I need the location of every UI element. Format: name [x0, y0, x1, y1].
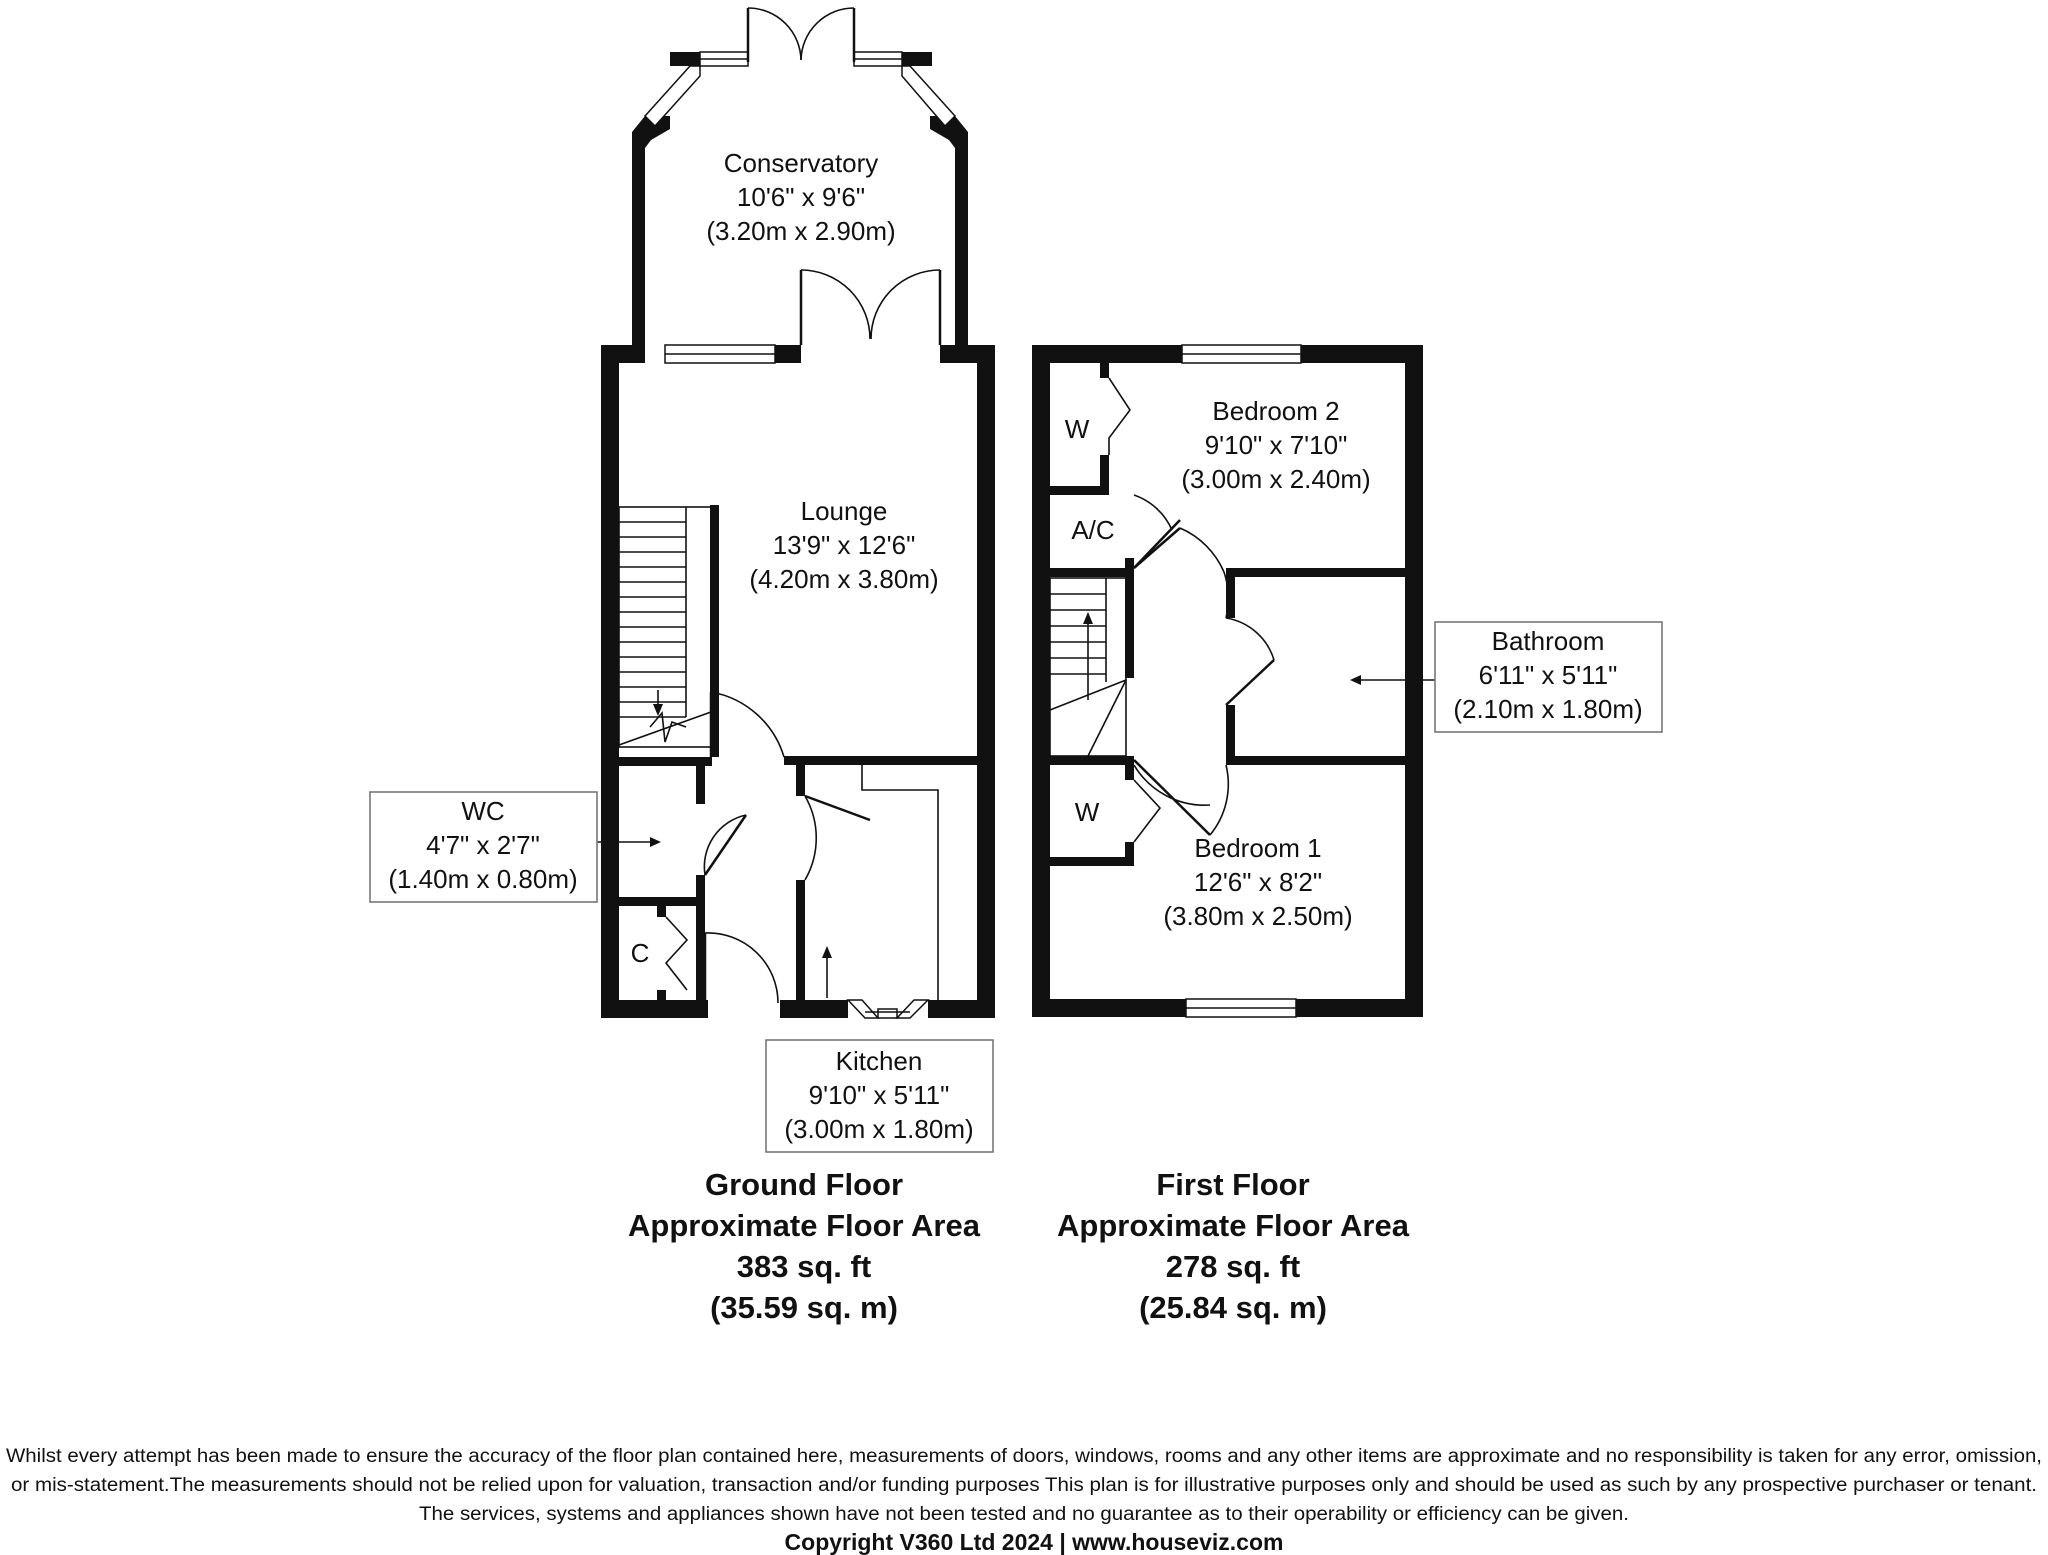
bedroom-1-imperial: 12'6" x 8'2": [1193, 867, 1323, 897]
ground-floor-area-sqft: 383 sq. ft: [736, 1249, 872, 1284]
lounge-imperial: 13'9" x 12'6": [772, 530, 916, 560]
wc-imperial: 4'7" x 2'7": [426, 830, 540, 860]
ground-floor-caption: Approximate Floor Area: [628, 1208, 980, 1243]
wc-metric: (1.40m x 0.80m): [388, 864, 578, 894]
conservatory-imperial: 10'6" x 9'6": [736, 182, 866, 212]
bedroom-1-label: [1163, 833, 1352, 931]
copyright: Copyright V360 Ltd 2024 | www.houseviz.com: [784, 1529, 1284, 1555]
kitchen-imperial: 9'10" x 5'11": [808, 1080, 950, 1110]
bathroom-imperial: 6'11" x 5'11": [1478, 660, 1618, 690]
first-floor-area-sqft: 278 sq. ft: [1165, 1249, 1301, 1284]
bedroom-2-name: Bedroom 2: [1212, 396, 1340, 426]
kitchen-metric: (3.00m x 1.80m): [784, 1114, 974, 1144]
bathroom-name: Bathroom: [1491, 626, 1605, 656]
ground-floor-summary: [628, 1167, 981, 1325]
first-floor-title: First Floor: [1156, 1167, 1310, 1202]
ground-floor-area-sqm: (35.59 sq. m): [710, 1290, 898, 1325]
first-floor-summary: [1057, 1167, 1410, 1325]
ground-floor-title: Ground Floor: [704, 1167, 904, 1202]
wc-name: WC: [461, 796, 505, 826]
first-floor-staircase: [1050, 578, 1126, 756]
bedroom-2-metric: (3.00m x 2.40m): [1181, 464, 1371, 494]
wardrobe-lower-label: W: [1074, 797, 1100, 827]
bathroom-metric: (2.10m x 1.80m): [1453, 694, 1643, 724]
conservatory-label: [706, 148, 895, 246]
kitchen-worktop: [822, 765, 938, 1000]
bedroom-2-imperial: 9'10" x 7'10": [1204, 430, 1348, 460]
bedroom-2-label: [1181, 396, 1370, 494]
disclaimer-line-3: The services, systems and appliances shown have not been tested and no guarantee as to their operability or efficiency can be given.: [419, 1504, 1629, 1525]
cupboard-label: C: [630, 938, 650, 968]
ground-floor-staircase: [619, 507, 711, 747]
conservatory-name: Conservatory: [723, 148, 879, 178]
first-floor-area-sqm: (25.84 sq. m): [1139, 1290, 1327, 1325]
wardrobe-upper-label: W: [1064, 414, 1090, 444]
disclaimer: [6, 1446, 2042, 1525]
airing-cupboard-label: A/C: [1071, 515, 1115, 545]
conservatory-metric: (3.20m x 2.90m): [706, 216, 896, 246]
lounge-metric: (4.20m x 3.80m): [749, 564, 939, 594]
lounge-label: [749, 496, 938, 594]
disclaimer-line-2: or mis-statement.The measurements should not be relied upon for valuation, transaction and/or funding purposes This plan is for illustrative purposes only and should be used as such by any prospective purchaser or tenant.: [11, 1475, 2038, 1496]
bedroom-1-metric: (3.80m x 2.50m): [1163, 901, 1353, 931]
lounge-name: Lounge: [800, 496, 888, 526]
conservatory-french-doors: [748, 8, 854, 62]
disclaimer-line-1: Whilst every attempt has been made to ensure the accuracy of the floor plan contained here, measurements of doors, windows, rooms and any other items are approximate and no responsibility is taken for any error, omission,: [6, 1446, 2042, 1467]
bedroom-1-name: Bedroom 1: [1194, 833, 1322, 863]
first-floor-caption: Approximate Floor Area: [1057, 1208, 1409, 1243]
kitchen-name: Kitchen: [835, 1046, 923, 1076]
